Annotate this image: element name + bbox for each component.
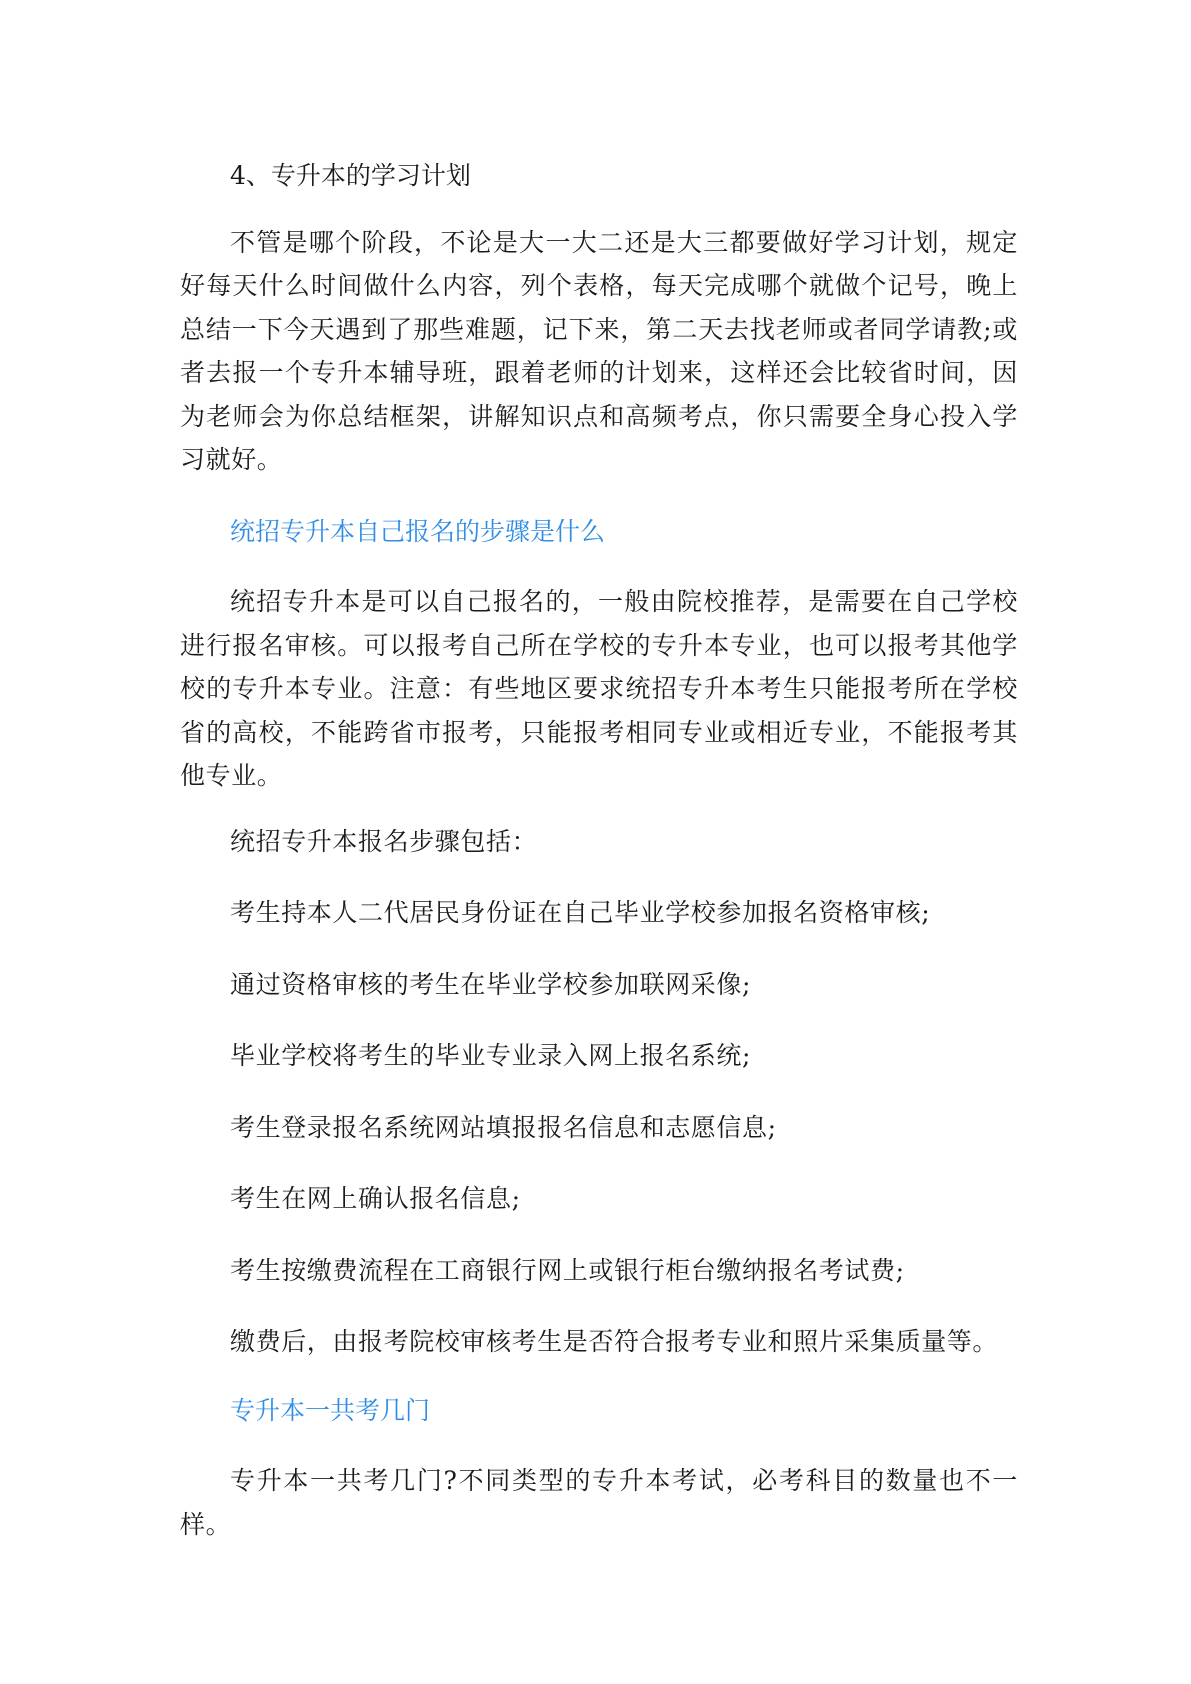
step-item: 缴费后，由报考院校审核考生是否符合报考专业和照片采集质量等。 — [230, 1327, 999, 1356]
link-heading-subject-count[interactable]: 专升本一共考几门 — [230, 1395, 431, 1425]
step-item: 考生按缴费流程在工商银行网上或银行柜台缴纳报名考试费; — [230, 1255, 905, 1285]
step-item: 毕业学校将考生的毕业专业录入网上报名系统; — [230, 1041, 752, 1070]
document-content — [180, 154, 1018, 1546]
section-heading-study-plan: 4、专升本的学习计划 — [230, 161, 471, 190]
paragraph-register-info: 统招专升本是可以自己报名的，一般由院校推荐，是需要在自己学校进行报名审核。可以报考自己所在学校的专升本专业，也可以报考其他学校的专升本专业。注意：有些地区要求统招专升本考生只能报考所在学校省的高校，不能跨省市报考，只能报考相同专业或相近专业，不能报考其他专业。 — [180, 587, 1018, 790]
step-item: 考生在网上确认报名信息; — [230, 1184, 521, 1213]
link-heading-register-steps[interactable]: 统招专升本自己报名的步骤是什么 — [230, 516, 606, 546]
paragraph-study-plan: 不管是哪个阶段，不论是大一大二还是大三都要做好学习计划，规定好每天什么时间做什么内容，列个表格，每天完成哪个就做个记号，晚上总结一下今天遇到了那些难题，记下来，第二天去找老师或者同学请教;或者去报一个专升本辅导班，跟着老师的计划来，这样还会比较省时间，因为老师会为你总结框架，讲解知识点和高频考点，你只需要全身心投入学习就好。 — [180, 227, 1018, 474]
step-item: 考生登录报名系统网站填报报名信息和志愿信息; — [230, 1112, 777, 1142]
paragraph-subject-count: 专升本一共考几门?不同类型的专升本考试，必考科目的数量也不一样。 — [180, 1466, 1018, 1539]
step-item: 通过资格审核的考生在毕业学校参加联网采像; — [230, 969, 752, 999]
step-item: 考生持本人二代居民身份证在自己毕业学校参加报名资格审核; — [230, 898, 931, 927]
paragraph-steps-intro: 统招专升本报名步骤包括： — [230, 826, 538, 856]
